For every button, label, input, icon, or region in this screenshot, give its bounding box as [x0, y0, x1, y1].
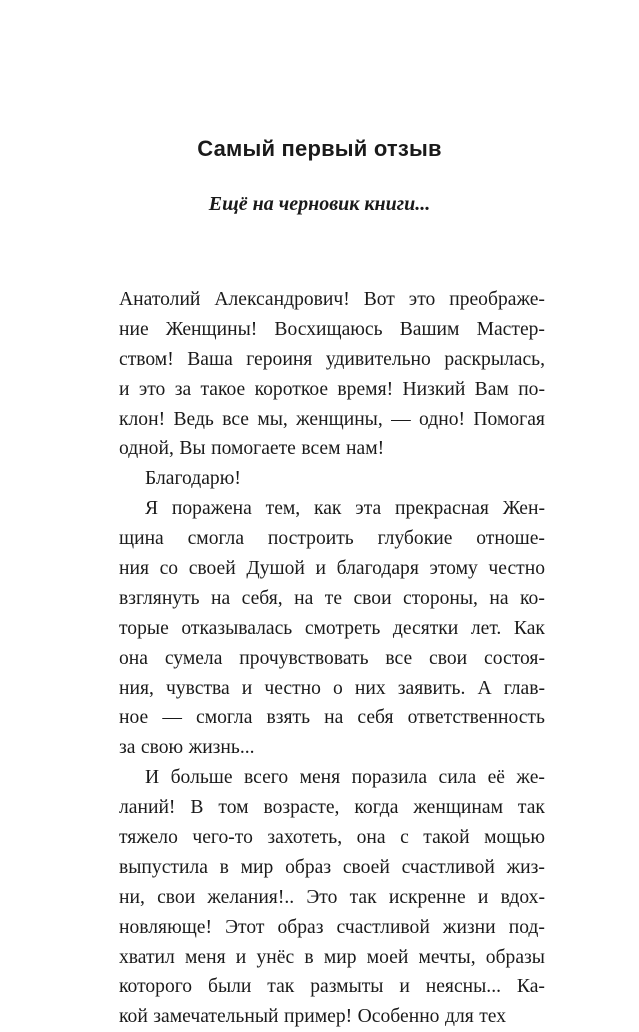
- text-line: тяжело чего-то захотеть, она с такой мощью: [119, 827, 545, 849]
- text-line: ное — смогла взять на себя ответственность: [119, 707, 545, 729]
- text-line: ни, свои желания!.. Это так искренне и вдох-: [119, 886, 545, 908]
- text-line: новляюще! Этот образ счастливой жизни под-: [119, 916, 545, 938]
- text-line: за свою жизнь...: [119, 737, 255, 759]
- text-line: И больше всего меня поразила сила её же-: [145, 767, 545, 789]
- text-line: взглянуть на себя, на те свои стороны, на ко-: [119, 587, 545, 609]
- page-title: Самый первый отзыв: [197, 136, 442, 161]
- text-line: ланий! В том возрасте, когда женщинам так: [119, 797, 545, 819]
- text-line: ние Женщины! Восхищаюсь Вашим Мастер-: [119, 318, 545, 340]
- body-text: [119, 285, 545, 1032]
- text-line: ством! Ваша героиня удивительно раскрылась,: [119, 348, 545, 370]
- text-line: выпустила в мир образ своей счастливой жиз-: [119, 856, 545, 878]
- text-line: клон! Ведь все мы, женщины, — одно! Помогая: [119, 408, 545, 430]
- text-line: Анатолий Александрович! Вот это преображе-: [119, 289, 545, 310]
- paragraph: [119, 464, 545, 494]
- text-line: которого были так размыты и неясны... Ка-: [119, 976, 545, 998]
- text-line: Я поражена тем, как эта прекрасная Жен-: [145, 498, 545, 520]
- text-line: ния со своей Душой и благодаря этому честно: [119, 558, 545, 580]
- paragraph: [119, 285, 545, 464]
- text-line: щина смогла построить глубокие отноше-: [119, 528, 545, 550]
- text-line: Благодарю!: [145, 468, 241, 490]
- text-line: она сумела прочувствовать все свои состоя-: [119, 647, 545, 669]
- text-line: и это за такое короткое время! Низкий Вам по-: [119, 378, 545, 400]
- text-line: хватил меня и унёс в мир моей мечты, образы: [119, 946, 545, 968]
- text-line: ния, чувства и честно о них заявить. А глав-: [119, 677, 545, 699]
- paragraph: [119, 763, 545, 1032]
- text-line: кой замечательный пример! Особенно для тех: [119, 1006, 507, 1028]
- page-subtitle: Ещё на черновик книги...: [208, 193, 431, 215]
- text-line: торые отказывалась смотреть десятки лет. Как: [119, 617, 545, 639]
- paragraph: [119, 494, 545, 763]
- text-line: одной, Вы помогаете всем нам!: [119, 438, 385, 460]
